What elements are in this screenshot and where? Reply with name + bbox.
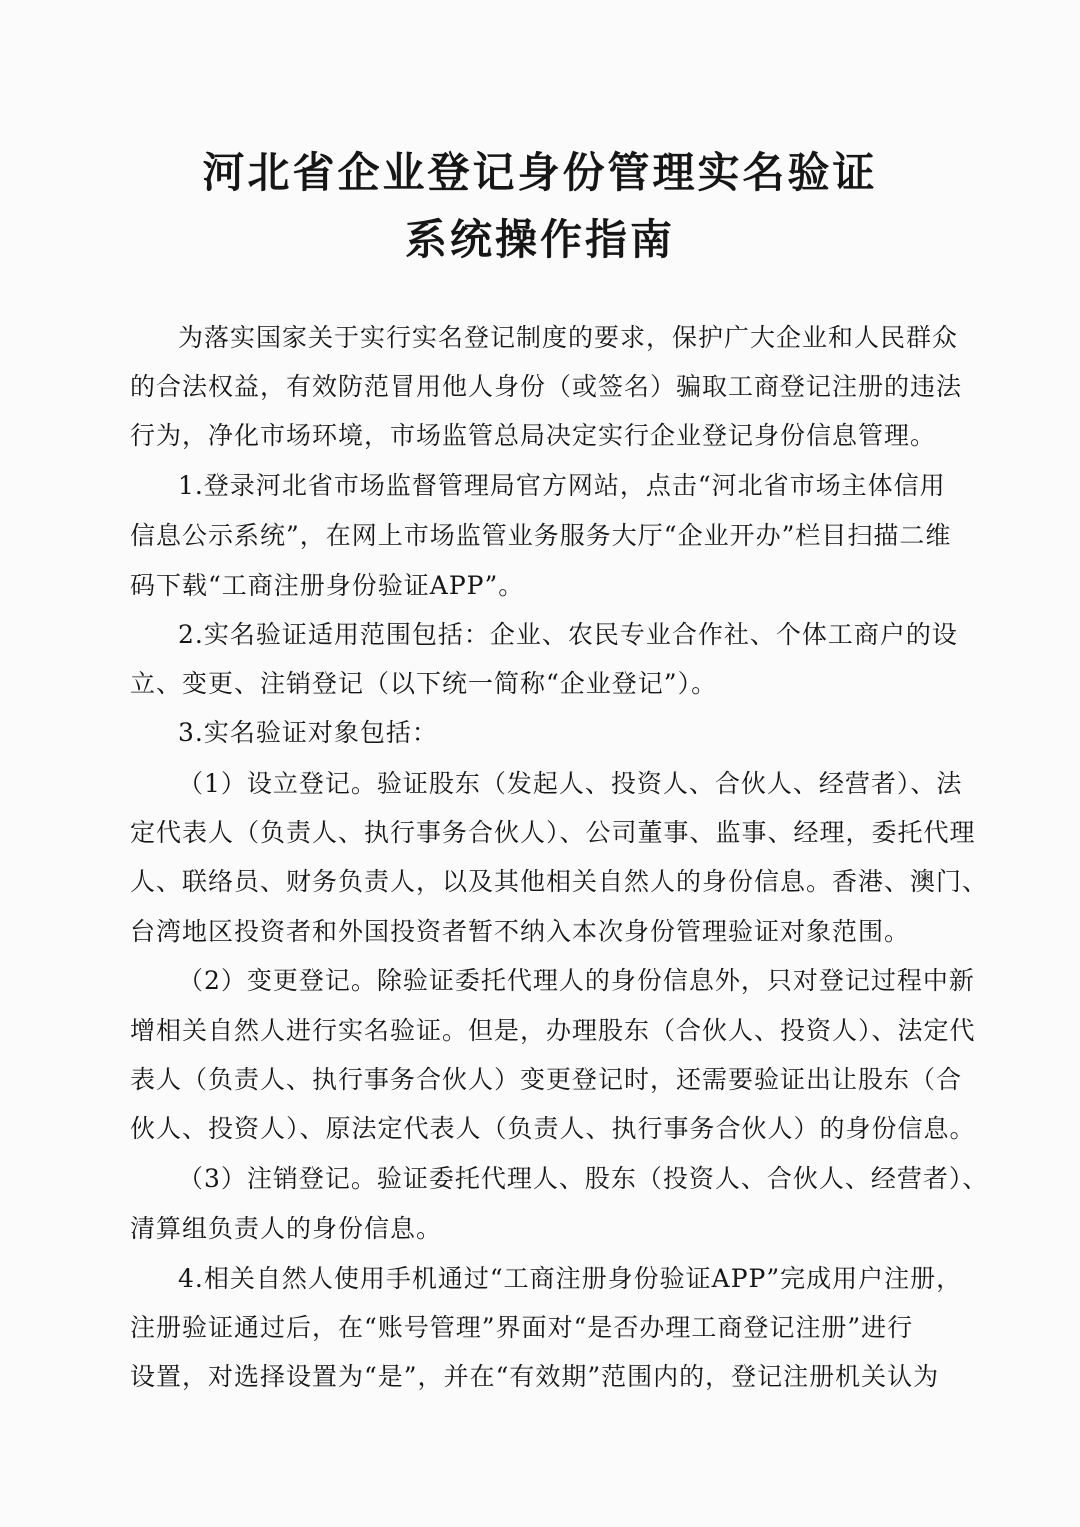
paragraph-line: 人、联络员、财务负责人，以及其他相关自然人的身份信息。香港、澳门、 — [130, 867, 989, 896]
paragraph-line: 信息公示系统”，在网上市场监管业务服务大厅“企业开办”栏目扫描二维 — [130, 521, 952, 550]
paragraph-line: 的合法权益，有效防范冒用他人身份（或签名）骗取工商登记注册的违法 — [130, 372, 963, 401]
paragraph-line: 清算组负责人的身份信息。 — [130, 1214, 443, 1243]
paragraph-line: 1.登录河北省市场监督管理局官方网站，点击“河北省市场主体信用 — [178, 471, 946, 500]
paragraph-line: （3）注销登记。验证委托代理人、股东（投资人、合伙人、经营者）、 — [178, 1164, 989, 1193]
paragraph-line: 码下载“工商注册身份验证APP”。 — [130, 571, 525, 600]
paragraph-line: （2）变更登记。除验证委托代理人的身份信息外，只对登记过程中新 — [178, 966, 975, 995]
paragraph-line: 4.相关自然人使用手机通过“工商注册身份验证APP”完成用户注册， — [178, 1264, 963, 1293]
document-title-line-1: 河北省企业登记身份管理实名验证 — [202, 148, 878, 197]
paragraph-line: 3.实名验证对象包括： — [178, 718, 438, 747]
paragraph-line: 定代表人（负责人、执行事务合伙人）、公司董事、监事、经理，委托代理 — [130, 818, 976, 847]
paragraph-line: 表人（负责人、执行事务合伙人）变更登记时，还需要验证出让股东（合 — [130, 1065, 963, 1094]
paragraph-line: 行为，净化市场环境，市场监管总局决定实行企业登记身份信息管理。 — [130, 421, 937, 450]
paragraph-line: 2.实名验证适用范围包括：企业、农民专业合作社、个体工商户的设 — [178, 620, 958, 649]
paragraph-line: 伙人、投资人）、原法定代表人（负责人、执行事务合伙人）的身份信息。 — [130, 1114, 976, 1143]
paragraph-line: 立、变更、注销登记（以下统一简称“企业登记”）。 — [130, 669, 718, 698]
document-title-line-2: 系统操作指南 — [404, 215, 675, 264]
paragraph-line: 增相关自然人进行实名验证。但是，办理股东（合伙人、投资人）、法定代 — [130, 1016, 976, 1045]
paragraph-line: 为落实国家关于实行实名登记制度的要求，保护广大企业和人民群众 — [178, 323, 959, 352]
paragraph-line: 注册验证通过后，在“账号管理”界面对“是否办理工商登记注册”进行 — [130, 1313, 914, 1342]
paragraph-line: （1）设立登记。验证股东（发起人、投资人、合伙人、经营者）、法 — [178, 769, 963, 798]
paragraph-line: 设置，对选择设置为“是”，并在“有效期”范围内的，登记注册机关认为 — [130, 1362, 940, 1391]
paragraph-line: 台湾地区投资者和外国投资者暂不纳入本次身份管理验证对象范围。 — [130, 917, 911, 946]
